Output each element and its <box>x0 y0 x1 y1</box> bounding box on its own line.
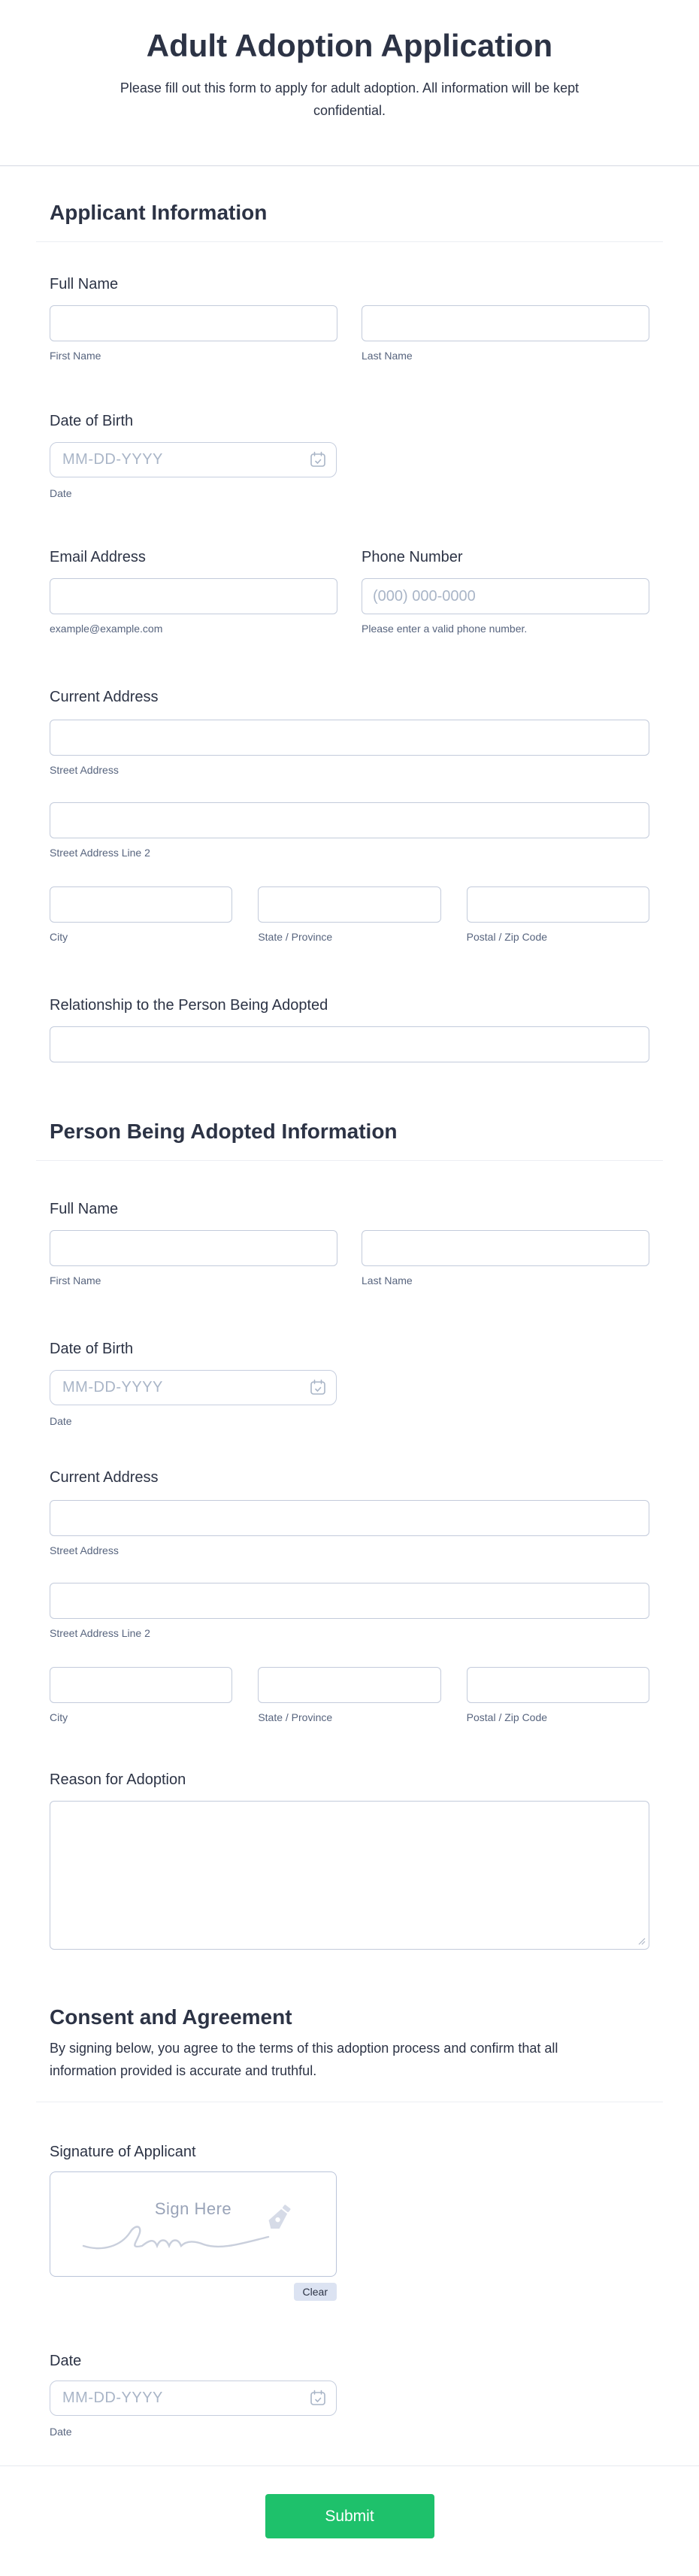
pen-nib-icon <box>262 2201 297 2234</box>
email-label: Email Address <box>50 549 146 565</box>
street2-sublabel: Street Address Line 2 <box>50 1627 150 1639</box>
zip-col <box>467 1667 649 1724</box>
city-sublabel: City <box>50 1711 68 1723</box>
phone-sublabel: Please enter a valid phone number. <box>362 623 528 635</box>
state-col <box>258 886 440 944</box>
last-name-sublabel: Last Name <box>362 350 413 362</box>
email-input[interactable] <box>50 578 337 614</box>
field-email <box>50 547 337 635</box>
adoptee-street2-input[interactable] <box>50 1583 649 1619</box>
applicant-street-input[interactable] <box>50 720 649 756</box>
section-divider <box>36 1160 663 1161</box>
street-sublabel: Street Address <box>50 764 119 776</box>
date-input-wrap <box>50 442 337 477</box>
section-heading-applicant: Applicant Information <box>50 201 268 224</box>
first-name-sublabel: First Name <box>50 1274 101 1286</box>
adoptee-full-name-label: Full Name <box>50 1201 119 1217</box>
first-name-col <box>50 295 337 362</box>
consent-text: By signing below, you agree to the terms of this adoption process and confirm that all information provided is accurate and truthful. <box>50 2041 558 2078</box>
date-input-wrap <box>50 2381 337 2416</box>
submit-button[interactable]: Submit <box>265 2494 434 2538</box>
city-col <box>50 886 232 944</box>
field-applicant-address <box>50 686 649 944</box>
relationship-label: Relationship to the Person Being Adopted <box>50 997 328 1014</box>
zip-col <box>467 886 649 944</box>
street2-sublabel: Street Address Line 2 <box>50 847 150 859</box>
field-reason <box>50 1769 649 1950</box>
field-sign-date <box>50 2350 649 2438</box>
field-adoptee-dob <box>50 1338 649 1428</box>
reason-textarea[interactable] <box>50 1801 649 1950</box>
clear-signature-button[interactable]: Clear <box>294 2283 337 2301</box>
adoptee-dob-label: Date of Birth <box>50 1341 134 1357</box>
phone-label: Phone Number <box>362 549 463 565</box>
first-name-sublabel: First Name <box>50 350 101 362</box>
field-adoptee-address <box>50 1467 649 1724</box>
applicant-full-name-label: Full Name <box>50 276 119 292</box>
sign-date-sublabel: Date <box>50 2426 72 2438</box>
signature-pad[interactable] <box>50 2171 337 2277</box>
field-relationship <box>50 995 649 1062</box>
state-sublabel: State / Province <box>258 931 333 943</box>
footer-divider <box>0 2465 699 2466</box>
applicant-city-input[interactable] <box>50 886 232 923</box>
form-header <box>0 0 699 166</box>
zip-sublabel: Postal / Zip Code <box>466 1711 548 1723</box>
state-sublabel: State / Province <box>258 1711 333 1723</box>
section-divider <box>36 241 663 242</box>
applicant-last-name-input[interactable] <box>362 305 649 341</box>
sign-date-label: Date <box>50 2353 82 2369</box>
field-applicant-dob <box>50 411 649 500</box>
applicant-zip-input[interactable] <box>467 886 649 923</box>
dob-sublabel: Date <box>50 1415 72 1427</box>
city-state-zip-row <box>50 1667 649 1724</box>
date-input-wrap <box>50 1370 337 1405</box>
first-name-col <box>50 1220 337 1287</box>
adoptee-zip-input[interactable] <box>467 1667 649 1703</box>
city-sublabel: City <box>50 931 68 943</box>
row-email-phone <box>50 547 649 635</box>
zip-sublabel: Postal / Zip Code <box>466 931 548 943</box>
field-phone <box>362 547 649 635</box>
field-adoptee-full-name <box>50 1199 649 1287</box>
adoptee-dob-input[interactable] <box>50 1370 337 1405</box>
signature-squiggle <box>82 2211 270 2256</box>
adoptee-city-input[interactable] <box>50 1667 232 1703</box>
signature-actions <box>50 2283 337 2301</box>
section-heading-adoptee: Person Being Adopted Information <box>50 1120 398 1143</box>
last-name-col <box>362 295 649 362</box>
phone-input[interactable] <box>362 578 649 614</box>
signature-label: Signature of Applicant <box>50 2144 196 2160</box>
dob-sublabel: Date <box>50 487 72 499</box>
relationship-input[interactable] <box>50 1026 649 1062</box>
applicant-state-input[interactable] <box>258 886 440 923</box>
city-col <box>50 1667 232 1724</box>
reason-textarea-wrap <box>50 1801 649 1950</box>
last-name-col <box>362 1220 649 1287</box>
page-subtitle: Please fill out this form to apply for adult adoption. All information will be kept confidential. <box>120 80 579 118</box>
adoptee-address-label: Current Address <box>50 1469 159 1486</box>
applicant-first-name-input[interactable] <box>50 305 337 341</box>
section-heading-consent: Consent and Agreement <box>50 2005 292 2029</box>
resize-handle-icon[interactable] <box>637 1936 646 1945</box>
sign-date-input[interactable] <box>50 2381 337 2416</box>
form-body <box>0 199 699 2438</box>
last-name-sublabel: Last Name <box>362 1274 413 1286</box>
city-state-zip-row <box>50 886 649 944</box>
page-title: Adult Adoption Application <box>146 28 553 63</box>
applicant-address-label: Current Address <box>50 689 159 705</box>
street-sublabel: Street Address <box>50 1544 119 1556</box>
adoptee-street-input[interactable] <box>50 1500 649 1536</box>
reason-label: Reason for Adoption <box>50 1771 186 1788</box>
adoptee-first-name-input[interactable] <box>50 1230 337 1266</box>
field-signature <box>50 2141 649 2301</box>
email-sublabel: example@example.com <box>50 623 163 635</box>
adoptee-last-name-input[interactable] <box>362 1230 649 1266</box>
applicant-dob-input[interactable] <box>50 442 337 477</box>
applicant-dob-label: Date of Birth <box>50 413 134 429</box>
applicant-street2-input[interactable] <box>50 802 649 838</box>
field-applicant-full-name <box>50 274 649 362</box>
adoptee-state-input[interactable] <box>258 1667 440 1703</box>
state-col <box>258 1667 440 1724</box>
sign-here-text: Sign Here <box>154 2199 232 2218</box>
submit-row <box>0 2494 699 2576</box>
